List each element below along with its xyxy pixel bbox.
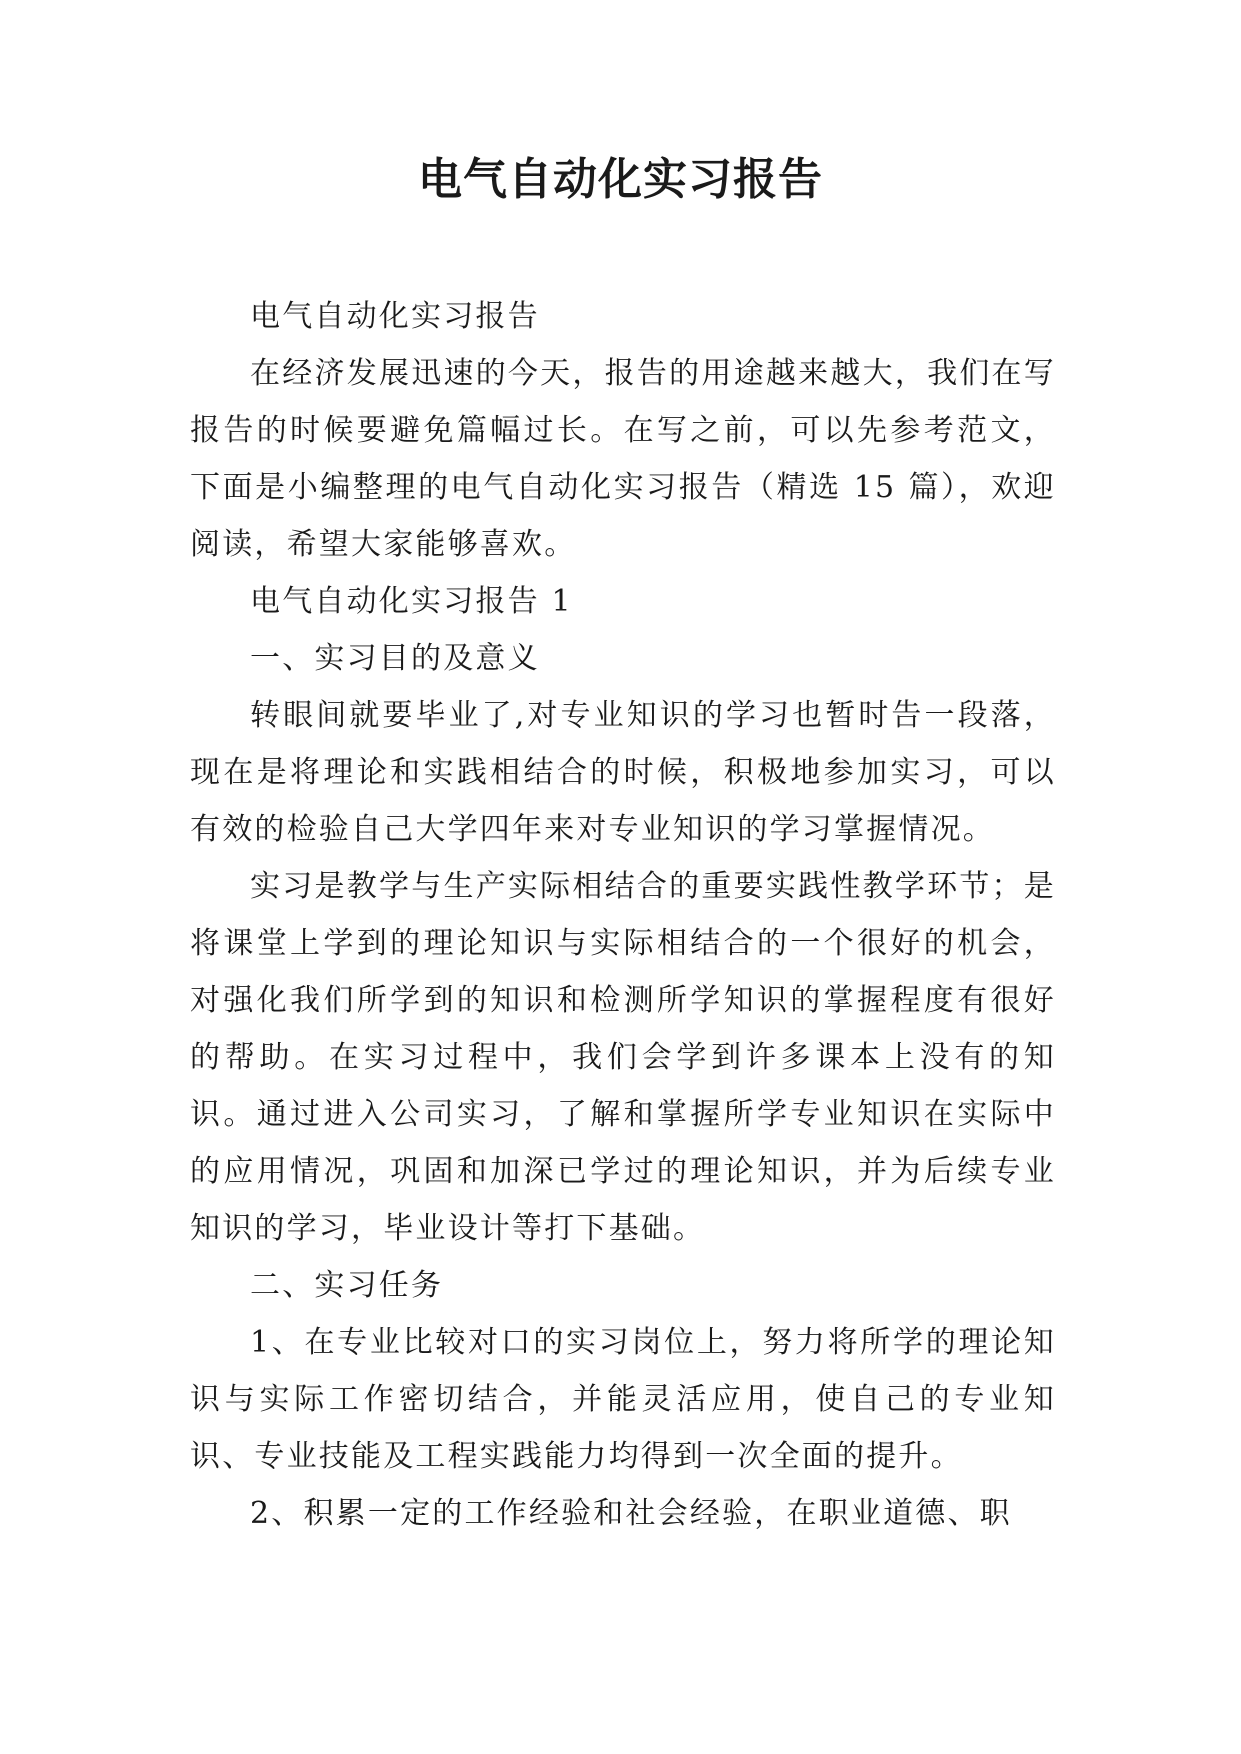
section-heading-purpose: 一、实习目的及意义: [250, 641, 540, 676]
document-body: [190, 288, 1056, 1542]
document-title: 电气自动化实习报告: [418, 154, 823, 205]
section-heading-report-1: 电气自动化实习报告 1: [250, 584, 573, 619]
paragraph-intro: 在经济发展迅速的今天，报告的用途越来越大，我们在写报告的时候要避免篇幅过长。在写之前，可以先参考范文，下面是小编整理的电气自动化实习报告（精选 15 篇），欢迎阅读，希望大家能够喜欢。: [190, 356, 1056, 562]
paragraph-subtitle: 电气自动化实习报告: [250, 299, 540, 334]
paragraph-task-1: 1、在专业比较对口的实习岗位上，努力将所学的理论知识与实际工作密切结合，并能灵活应用，使自己的专业知识、专业技能及工程实践能力均得到一次全面的提升。: [190, 1325, 1056, 1474]
paragraph-purpose-1: 转眼间就要毕业了,对专业知识的学习也暂时告一段落，现在是将理论和实践相结合的时候，积极地参加实习，可以有效的检验自己大学四年来对专业知识的学习掌握情况。: [190, 698, 1056, 847]
paragraph-purpose-2: 实习是教学与生产实际相结合的重要实践性教学环节；是将课堂上学到的理论知识与实际相结合的一个很好的机会，对强化我们所学到的知识和检测所学知识的掌握程度有很好的帮助。在实习过程中，我们会学到许多课本上没有的知识。通过进入公司实习，了解和掌握所学专业知识在实际中的应用情况，巩固和加深已学过的理论知识，并为后续专业知识的学习，毕业设计等打下基础。: [190, 869, 1056, 1246]
section-heading-tasks: 二、实习任务: [250, 1268, 444, 1303]
paragraph-task-2: 2、积累一定的工作经验和社会经验，在职业道德、职: [250, 1496, 1012, 1531]
